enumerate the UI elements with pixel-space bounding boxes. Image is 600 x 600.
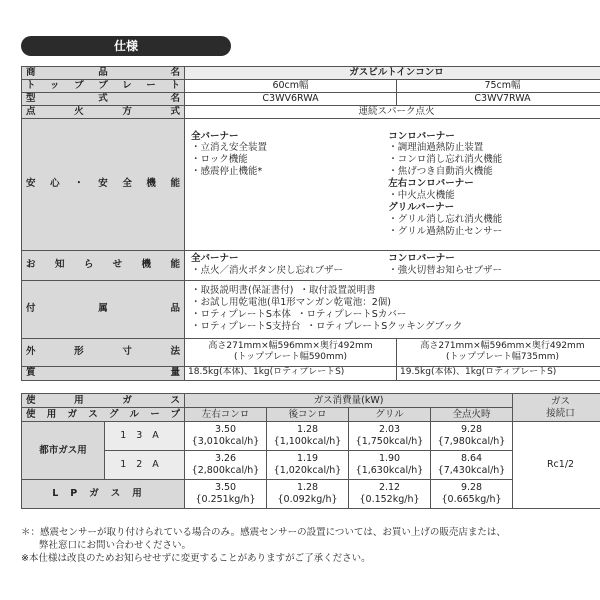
safety-all-item: ・感震停止機能* [191, 166, 263, 178]
footnote-sensor: ＊：感震センサーが取り付けられている場合のみ。感震センサーの設置については、お買い上げの販売店または、 [21, 527, 506, 538]
safety-grill-item: ・グリル消し忘れ消火機能 [388, 213, 503, 225]
safety-conro-item: ・焦げつき自動消火機能 [388, 166, 493, 178]
model-60: C3WV6RWA [185, 92, 397, 105]
accessory-item: ・お試し用乾電池(単1形マンガン乾電池：2個) [191, 297, 392, 309]
ignition-label: 点火方式 [22, 105, 185, 118]
footnotes [21, 527, 591, 565]
connector-value: Rc1/2 [513, 422, 600, 509]
footnote-sensor-cont: 弊社窓口にお問い合わせください。 [39, 539, 192, 551]
notice-conro-item: ・強火切替お知らせブザー [388, 265, 502, 276]
all-12a: 8.64 {7,430kcal/h} [431, 451, 513, 480]
dims-60-plate: (トッププレート幅590mm) [233, 352, 348, 362]
topplate-60: 60cm幅 [185, 79, 397, 92]
ignition-value: 連続スパーク点火 [185, 105, 600, 118]
notice-label: お知らせ機能 [22, 250, 185, 280]
back-lp: 1.28 {0.092kg/h} [267, 480, 349, 509]
notice-all-title: 全バーナー [191, 253, 239, 265]
city-gas-label: 都市ガス用 [22, 422, 105, 480]
mass-label: 質量 [22, 366, 185, 380]
safety-grill-item: ・グリル過熱防止センサー [388, 225, 503, 237]
safety-features [185, 118, 600, 250]
safety-all-title: 全バーナー [191, 130, 239, 142]
accessory-item: ・ロティプレートS支持台 [191, 320, 301, 332]
connector-header [513, 394, 600, 422]
footnote-spec-change: ※本仕様は改良のためお知らせせずに変更することがありますがご了承ください。 [21, 552, 371, 564]
safety-label: 安心・安全機能 [22, 118, 185, 250]
col-lr: 左右コンロ [185, 408, 267, 422]
dims-label: 外形寸法 [22, 338, 185, 366]
safety-all-item: ・立消え安全装置 [191, 142, 268, 154]
notice-features [185, 250, 600, 280]
lp-gas-label: LPガス用 [22, 480, 185, 509]
group-13a: 13A [105, 422, 185, 451]
dims-60-main: 高さ271mm×幅596mm×奥行492mm [208, 340, 373, 351]
lr-lp: 3.50 {0.251kg/h} [185, 480, 267, 509]
grill-12a: 1.90 {1,630kcal/h} [349, 451, 431, 480]
accessory-item: ・ロティプレートSクッキングブック [306, 320, 463, 332]
accessory-list [185, 280, 600, 338]
dims-75-plate: (トッププレート幅735mm) [445, 352, 560, 362]
safety-lr-title: 左右コンロバーナー [388, 178, 474, 190]
all-lp: 9.28 {0.665kg/h} [431, 480, 513, 509]
notice-all-item: ・点火／消火ボタン戻し忘れブザー [191, 265, 344, 276]
grill-lp: 2.12 {0.152kg/h} [349, 480, 431, 509]
consumption-header: ガス消費量(kW) [185, 394, 513, 408]
section-title: 仕様 [21, 36, 231, 56]
back-13a: 1.28 {1,100kcal/h} [267, 422, 349, 451]
topplate-label: トッププレート [22, 79, 185, 92]
lr-12a: 3.26 {2,800kcal/h} [185, 451, 267, 480]
all-13a: 9.28 {7,980kcal/h} [431, 422, 513, 451]
connector-header-line1: ガス [551, 395, 571, 407]
dims-75 [397, 338, 600, 366]
safety-grill-title: グリルバーナー [388, 201, 455, 213]
topplate-75: 75cm幅 [397, 79, 600, 92]
col-back: 後コンロ [267, 408, 349, 422]
model-75: C3WV7RWA [397, 92, 600, 105]
group-12a: 12A [105, 451, 185, 480]
dims-60 [185, 338, 397, 366]
product-label: 商品名 [22, 67, 185, 80]
mass-75: 19.5kg(本体)、1kg(ロティプレートS) [397, 366, 600, 380]
safety-conro-title: コンロバーナー [388, 130, 455, 142]
col-all: 全点火時 [431, 408, 513, 422]
notice-conro-title: コンロバーナー [388, 253, 455, 265]
safety-all-item: ・ロック機能 [191, 154, 248, 166]
accessory-item: ・取扱説明書(保証書付) [191, 285, 294, 297]
gas-type-header: 使用ガス [22, 394, 185, 408]
dims-75-main: 高さ271mm×幅596mm×奥行492mm [420, 340, 585, 351]
product-value: ガスビルトインコンロ [185, 67, 600, 80]
lr-13a: 3.50 {3,010kcal/h} [185, 422, 267, 451]
safety-conro-item: ・調理油過熱防止装置 [388, 142, 484, 154]
grill-13a: 2.03 {1,750kcal/h} [349, 422, 431, 451]
back-12a: 1.19 {1,020kcal/h} [267, 451, 349, 480]
accessory-label: 付属品 [22, 280, 185, 338]
accessory-item: ・ロティプレートS本体 [191, 309, 291, 320]
model-label: 型式名 [22, 92, 185, 105]
safety-conro-item: ・コンロ消し忘れ消火機能 [388, 154, 503, 166]
safety-lr-item: ・中火点火機能 [388, 189, 455, 201]
connector-header-line2: 接続口 [546, 407, 575, 419]
table-row [22, 422, 600, 451]
accessory-item: ・ロティプレートSカバー [296, 309, 407, 320]
gas-table [21, 393, 600, 509]
spec-table [21, 66, 600, 381]
accessory-item: ・取付設置説明書 [299, 285, 376, 297]
mass-60: 18.5kg(本体)、1kg(ロティプレートS) [185, 366, 397, 380]
gas-group-header: 使用ガスグループ [22, 408, 185, 422]
col-grill: グリル [349, 408, 431, 422]
